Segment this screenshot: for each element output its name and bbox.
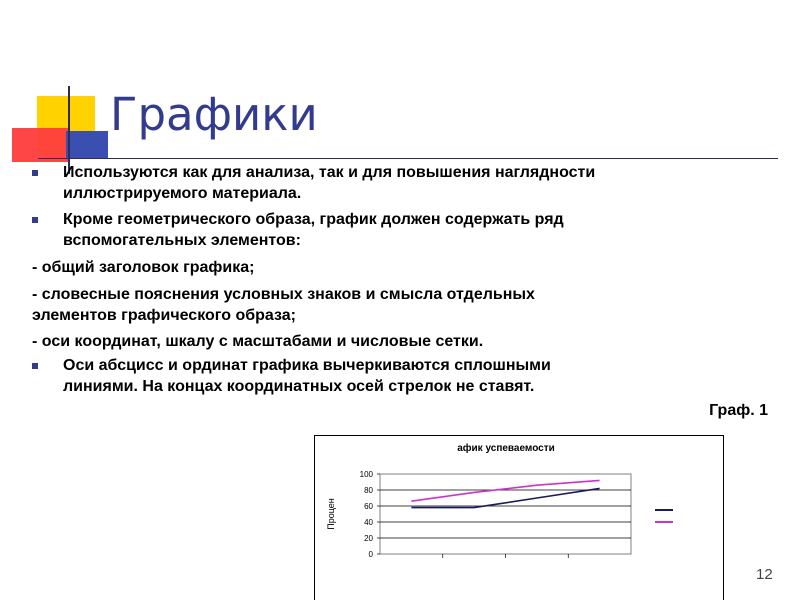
paragraph-line: Используются как для анализа, так и для повышения наглядности <box>63 164 596 181</box>
title-underline <box>38 158 778 159</box>
bullet-icon <box>32 217 38 223</box>
line-chart <box>314 435 724 600</box>
y-tick-label: 20 <box>364 534 373 543</box>
y-tick-label: 60 <box>364 502 373 511</box>
decor-blue-square <box>66 131 108 159</box>
paragraph <box>63 355 783 397</box>
paragraph-line: вспомогательных элементов: <box>63 232 301 249</box>
y-tick-label: 100 <box>359 470 373 479</box>
paragraph <box>32 331 752 352</box>
paragraph-line: иллюстрируемого материала. <box>63 185 302 202</box>
paragraph-line: - словесные пояснения условных знаков и смысла отдельных <box>32 286 535 303</box>
paragraph-line: Кроме геометрического образа, график должен содержать ряд <box>63 211 564 228</box>
decor-vertical-line <box>68 86 70 174</box>
graph-caption: Граф. 1 <box>709 402 768 419</box>
paragraph-line: - оси координат, шкалу с масштабами и числовые сетки. <box>32 333 484 350</box>
y-tick-label: 80 <box>364 486 373 495</box>
paragraph <box>32 257 752 278</box>
y-tick-label: 40 <box>364 518 373 527</box>
paragraph <box>63 162 783 204</box>
paragraph <box>32 284 752 326</box>
bullet-icon <box>32 363 38 369</box>
paragraph-line: элементов графического образа; <box>32 307 296 324</box>
paragraph-line: - общий заголовок графика; <box>32 259 255 276</box>
slide-title: Графики <box>110 88 318 141</box>
paragraph-line: Оси абсцисс и ординат графика вычеркиваются сплошными <box>63 357 551 374</box>
paragraph-line: линиями. На концах координатных осей стрелок не ставят. <box>63 378 535 395</box>
chart-title: афик успеваемости <box>457 443 555 454</box>
page-number: 12 <box>756 566 773 583</box>
bullet-icon <box>32 170 38 176</box>
y-tick-label: 0 <box>368 550 373 559</box>
y-axis-label: Процен <box>326 498 336 530</box>
decor-red-square <box>12 128 70 162</box>
paragraph <box>63 209 783 251</box>
plot-area <box>380 474 631 554</box>
